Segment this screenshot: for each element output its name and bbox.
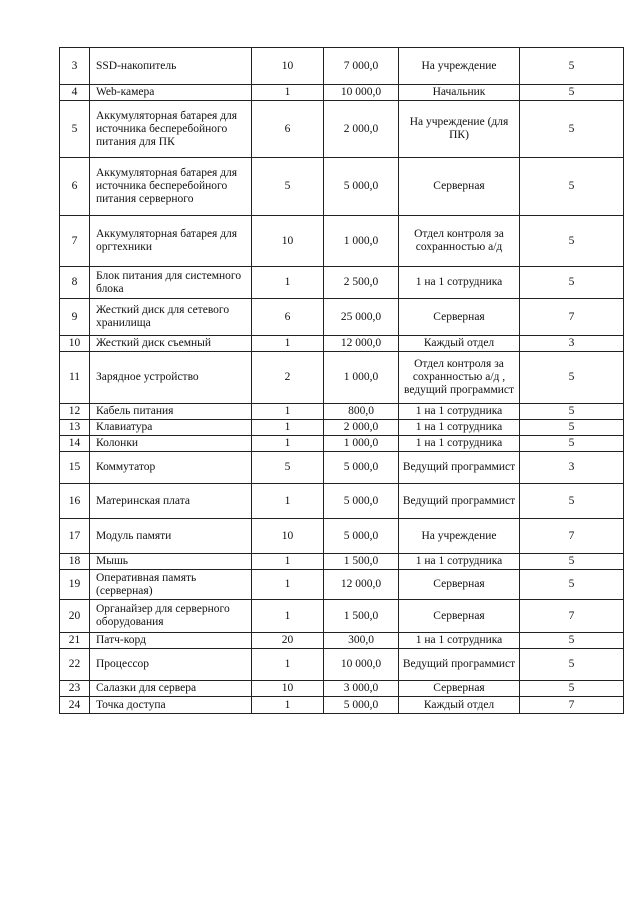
cell-qty: 5 <box>252 452 324 484</box>
table-row <box>60 352 624 404</box>
cell-qty: 1 <box>252 85 324 101</box>
cell-qty: 6 <box>252 299 324 336</box>
cell-term: 5 <box>520 85 624 101</box>
cell-term: 5 <box>520 216 624 267</box>
table-row <box>60 570 624 600</box>
cell-place: Начальник <box>399 85 520 101</box>
cell-qty: 10 <box>252 216 324 267</box>
cell-term: 5 <box>520 649 624 681</box>
cell-num: 15 <box>60 452 90 484</box>
cell-price: 5 000,0 <box>324 519 399 554</box>
cell-name: Точка доступа <box>90 697 252 714</box>
cell-name: Кабель питания <box>90 404 252 420</box>
cell-num: 11 <box>60 352 90 404</box>
cell-name: Аккумуляторная батарея для источника бесперебойного питания для ПК <box>90 101 252 158</box>
equipment-table <box>59 47 624 714</box>
cell-name: Модуль памяти <box>90 519 252 554</box>
cell-qty: 5 <box>252 158 324 216</box>
cell-place: Отдел контроля за сохранностью а/д , ведущий программист <box>399 352 520 404</box>
cell-qty: 1 <box>252 404 324 420</box>
cell-place: На учреждение (для ПК) <box>399 101 520 158</box>
cell-name: Зарядное устройство <box>90 352 252 404</box>
cell-name: Органайзер для серверного оборудования <box>90 600 252 633</box>
cell-place: 1 на 1 сотрудника <box>399 554 520 570</box>
cell-place: Ведущий программист <box>399 649 520 681</box>
table-row <box>60 420 624 436</box>
cell-qty: 1 <box>252 436 324 452</box>
cell-name: Процессор <box>90 649 252 681</box>
table-row <box>60 101 624 158</box>
cell-name: Коммутатор <box>90 452 252 484</box>
cell-price: 25 000,0 <box>324 299 399 336</box>
cell-place: Серверная <box>399 570 520 600</box>
cell-name: Салазки для сервера <box>90 681 252 697</box>
equipment-table-body <box>60 48 624 714</box>
cell-name: Мышь <box>90 554 252 570</box>
cell-name: Блок питания для системного блока <box>90 267 252 299</box>
cell-num: 22 <box>60 649 90 681</box>
cell-num: 7 <box>60 216 90 267</box>
cell-name: Патч-корд <box>90 633 252 649</box>
cell-place: Серверная <box>399 681 520 697</box>
table-row <box>60 404 624 420</box>
cell-place: Ведущий программист <box>399 484 520 519</box>
cell-price: 300,0 <box>324 633 399 649</box>
cell-qty: 10 <box>252 48 324 85</box>
cell-name: Клавиатура <box>90 420 252 436</box>
table-row <box>60 697 624 714</box>
cell-price: 12 000,0 <box>324 570 399 600</box>
cell-place: 1 на 1 сотрудника <box>399 633 520 649</box>
cell-num: 3 <box>60 48 90 85</box>
cell-num: 21 <box>60 633 90 649</box>
cell-place: Ведущий программист <box>399 452 520 484</box>
cell-num: 5 <box>60 101 90 158</box>
cell-term: 5 <box>520 267 624 299</box>
cell-qty: 1 <box>252 420 324 436</box>
cell-num: 13 <box>60 420 90 436</box>
cell-place: 1 на 1 сотрудника <box>399 436 520 452</box>
table-row <box>60 681 624 697</box>
cell-num: 16 <box>60 484 90 519</box>
cell-num: 10 <box>60 336 90 352</box>
cell-qty: 1 <box>252 570 324 600</box>
cell-term: 3 <box>520 336 624 352</box>
table-row <box>60 336 624 352</box>
cell-num: 18 <box>60 554 90 570</box>
table-row <box>60 554 624 570</box>
cell-price: 10 000,0 <box>324 85 399 101</box>
cell-price: 12 000,0 <box>324 336 399 352</box>
cell-name: Оперативная память (серверная) <box>90 570 252 600</box>
cell-term: 7 <box>520 299 624 336</box>
cell-term: 3 <box>520 452 624 484</box>
cell-qty: 1 <box>252 600 324 633</box>
cell-place: Каждый отдел <box>399 697 520 714</box>
table-row <box>60 600 624 633</box>
cell-place: Отдел контроля за сохранностью а/д <box>399 216 520 267</box>
table-row <box>60 436 624 452</box>
cell-name: Жесткий диск для сетевого хранилища <box>90 299 252 336</box>
cell-price: 1 000,0 <box>324 352 399 404</box>
table-row <box>60 649 624 681</box>
cell-place: На учреждение <box>399 48 520 85</box>
cell-qty: 1 <box>252 554 324 570</box>
cell-term: 5 <box>520 570 624 600</box>
cell-name: SSD-накопитель <box>90 48 252 85</box>
table-row <box>60 158 624 216</box>
cell-qty: 1 <box>252 697 324 714</box>
cell-num: 14 <box>60 436 90 452</box>
cell-price: 2 500,0 <box>324 267 399 299</box>
cell-name: Материнская плата <box>90 484 252 519</box>
table-row <box>60 267 624 299</box>
cell-num: 17 <box>60 519 90 554</box>
cell-term: 7 <box>520 519 624 554</box>
cell-num: 20 <box>60 600 90 633</box>
cell-place: Серверная <box>399 299 520 336</box>
cell-term: 5 <box>520 484 624 519</box>
cell-price: 1 000,0 <box>324 216 399 267</box>
table-row <box>60 484 624 519</box>
table-row <box>60 85 624 101</box>
cell-name: Аккумуляторная батарея для источника бесперебойного питания серверного <box>90 158 252 216</box>
cell-term: 5 <box>520 420 624 436</box>
cell-num: 24 <box>60 697 90 714</box>
table-row <box>60 452 624 484</box>
cell-price: 7 000,0 <box>324 48 399 85</box>
cell-price: 10 000,0 <box>324 649 399 681</box>
table-row <box>60 519 624 554</box>
cell-place: 1 на 1 сотрудника <box>399 404 520 420</box>
cell-num: 19 <box>60 570 90 600</box>
cell-term: 7 <box>520 600 624 633</box>
cell-price: 1 500,0 <box>324 554 399 570</box>
cell-name: Web-камера <box>90 85 252 101</box>
cell-qty: 6 <box>252 101 324 158</box>
cell-term: 5 <box>520 48 624 85</box>
cell-term: 5 <box>520 633 624 649</box>
cell-price: 5 000,0 <box>324 452 399 484</box>
cell-price: 2 000,0 <box>324 101 399 158</box>
cell-qty: 2 <box>252 352 324 404</box>
cell-num: 4 <box>60 85 90 101</box>
cell-term: 5 <box>520 681 624 697</box>
cell-place: Серверная <box>399 600 520 633</box>
cell-qty: 1 <box>252 649 324 681</box>
cell-qty: 1 <box>252 484 324 519</box>
cell-place: 1 на 1 сотрудника <box>399 420 520 436</box>
cell-name: Аккумуляторная батарея для оргтехники <box>90 216 252 267</box>
cell-term: 5 <box>520 404 624 420</box>
cell-term: 5 <box>520 554 624 570</box>
cell-qty: 20 <box>252 633 324 649</box>
cell-place: Серверная <box>399 158 520 216</box>
table-row <box>60 299 624 336</box>
cell-num: 12 <box>60 404 90 420</box>
cell-price: 800,0 <box>324 404 399 420</box>
cell-price: 5 000,0 <box>324 697 399 714</box>
cell-price: 5 000,0 <box>324 158 399 216</box>
cell-place: На учреждение <box>399 519 520 554</box>
cell-price: 3 000,0 <box>324 681 399 697</box>
cell-place: 1 на 1 сотрудника <box>399 267 520 299</box>
cell-num: 8 <box>60 267 90 299</box>
cell-term: 5 <box>520 158 624 216</box>
cell-term: 5 <box>520 352 624 404</box>
cell-name: Жесткий диск съемный <box>90 336 252 352</box>
cell-term: 5 <box>520 436 624 452</box>
table-row <box>60 633 624 649</box>
cell-term: 7 <box>520 697 624 714</box>
cell-name: Колонки <box>90 436 252 452</box>
cell-qty: 1 <box>252 336 324 352</box>
cell-qty: 1 <box>252 267 324 299</box>
cell-place: Каждый отдел <box>399 336 520 352</box>
cell-num: 23 <box>60 681 90 697</box>
cell-price: 1 500,0 <box>324 600 399 633</box>
cell-price: 1 000,0 <box>324 436 399 452</box>
table-row <box>60 216 624 267</box>
cell-qty: 10 <box>252 519 324 554</box>
table-row <box>60 48 624 85</box>
cell-price: 2 000,0 <box>324 420 399 436</box>
cell-price: 5 000,0 <box>324 484 399 519</box>
cell-qty: 10 <box>252 681 324 697</box>
cell-num: 9 <box>60 299 90 336</box>
cell-term: 5 <box>520 101 624 158</box>
cell-num: 6 <box>60 158 90 216</box>
